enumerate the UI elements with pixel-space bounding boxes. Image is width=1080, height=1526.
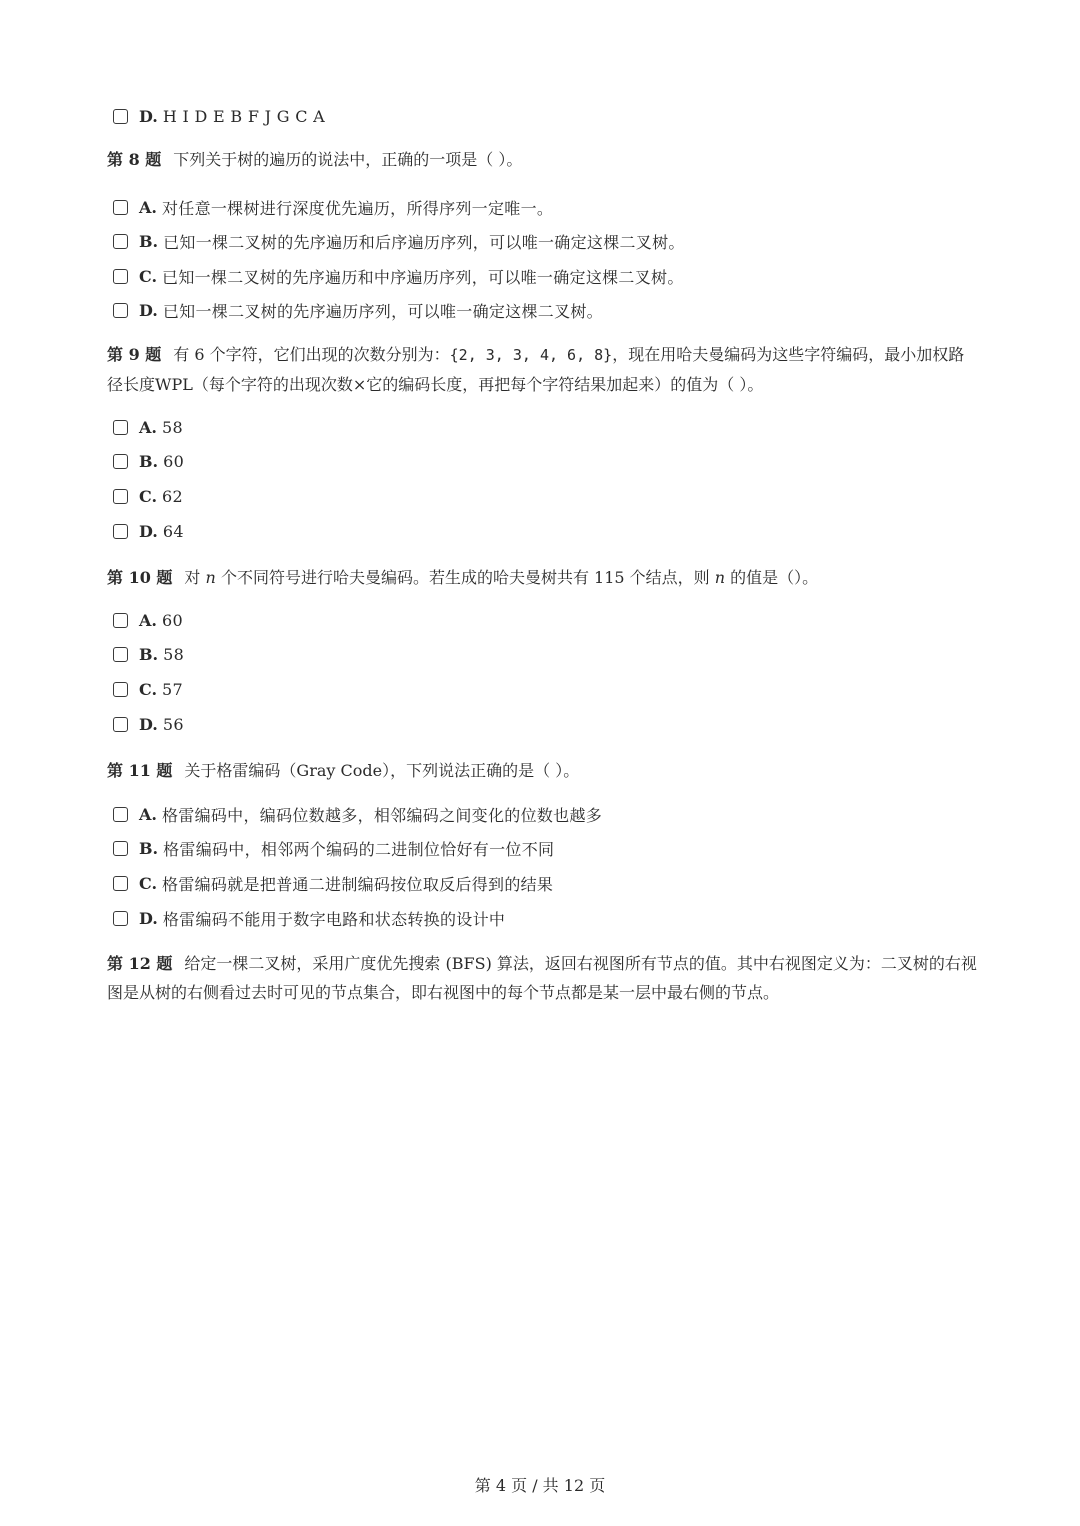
question-10 <box>107 563 977 592</box>
option-letter: B. <box>139 644 159 664</box>
q8-option-c[interactable] <box>113 264 684 288</box>
checkbox[interactable] <box>113 489 128 504</box>
question-text: 关于格雷编码（Gray Code），下列说法正确的是（ ）。 <box>184 761 580 780</box>
option-text: 56 <box>162 714 184 734</box>
checkbox[interactable] <box>113 807 128 822</box>
option-letter: C. <box>139 679 158 699</box>
checkbox[interactable] <box>113 200 128 215</box>
option-letter: B. <box>139 838 159 858</box>
option-text: 60 <box>161 610 183 630</box>
option-letter: C. <box>139 873 158 893</box>
option-text: 58 <box>161 417 183 437</box>
checkbox[interactable] <box>113 911 128 926</box>
option-text: 已知一棵二叉树的先序遍历和中序遍历序列，可以唯一确定这棵二叉树。 <box>162 267 684 287</box>
question-text-1: 对 <box>184 568 201 587</box>
option-letter: A. <box>139 610 157 630</box>
option-letter: B. <box>139 231 159 251</box>
option-text: 格雷编码就是把普通二进制编码按位取反后得到的结果 <box>162 874 554 894</box>
checkbox[interactable] <box>113 841 128 856</box>
checkbox[interactable] <box>113 876 128 891</box>
option-letter: C. <box>139 486 158 506</box>
question-text-3: 的值是（）。 <box>730 568 819 587</box>
q10-option-a[interactable] <box>113 608 183 632</box>
option-letter: A. <box>139 417 157 437</box>
checkbox[interactable] <box>113 454 128 469</box>
question-label: 第 8 题 <box>107 150 162 169</box>
question-12 <box>107 949 977 1007</box>
option-text: 57 <box>162 679 183 699</box>
option-letter: D. <box>139 106 158 126</box>
q9-option-b[interactable] <box>113 449 184 473</box>
variable-n: n <box>714 568 726 587</box>
question-label: 第 9 题 <box>107 345 162 364</box>
option-letter: B. <box>139 451 159 471</box>
q10-option-c[interactable] <box>113 677 183 701</box>
q9-option-a[interactable] <box>113 415 183 439</box>
option-text: 格雷编码中，相邻两个编码的二进制位恰好有一位不同 <box>163 839 555 859</box>
page-number-footer: 第 4 页 / 共 12 页 <box>474 1476 606 1495</box>
q11-option-d[interactable] <box>113 906 505 930</box>
q9-option-d[interactable] <box>113 519 184 543</box>
checkbox[interactable] <box>113 420 128 435</box>
option-text: 58 <box>163 644 185 664</box>
question-9 <box>107 340 977 399</box>
checkbox[interactable] <box>113 647 128 662</box>
question-text: 给定一棵二叉树，采用广度优先搜索 (BFS) 算法，返回右视图所有节点的值。其中右视图定义为：二叉树的右视图是从树的右侧看过去时可见的节点集合，即右视图中的每个节点都是某一层中最右侧的节点。 <box>107 954 977 1002</box>
question-text: 下列关于树的遍历的说法中，正确的一项是（ ）。 <box>173 150 523 169</box>
option-letter: D. <box>139 714 158 734</box>
option-text: 64 <box>162 521 184 541</box>
question-label: 第 12 题 <box>107 954 173 973</box>
q7-option-d[interactable] <box>113 104 325 128</box>
checkbox[interactable] <box>113 524 128 539</box>
question-8 <box>107 145 977 174</box>
q9-option-c[interactable] <box>113 484 183 508</box>
q11-option-a[interactable] <box>113 802 602 826</box>
question-label: 第 11 题 <box>107 761 173 780</box>
option-text: 已知一棵二叉树的先序遍历和后序遍历序列，可以唯一确定这棵二叉树。 <box>163 232 685 252</box>
option-letter: D. <box>139 300 158 320</box>
q8-option-d[interactable] <box>113 298 603 322</box>
question-11 <box>107 756 977 785</box>
q11-option-c[interactable] <box>113 871 553 895</box>
option-text: 60 <box>163 451 185 471</box>
q8-option-b[interactable] <box>113 229 685 253</box>
checkbox[interactable] <box>113 717 128 732</box>
option-text: 格雷编码中，编码位数越多，相邻编码之间变化的位数也越多 <box>161 805 603 825</box>
option-text: H I D E B F J G C A <box>162 106 325 126</box>
q8-option-a[interactable] <box>113 195 553 219</box>
option-text: 62 <box>162 486 183 506</box>
question-text-2: 个不同符号进行哈夫曼编码。若生成的哈夫曼树共有 115 个结点，则 <box>220 568 710 587</box>
number-sequence: {2, 3, 3, 4, 6, 8} <box>449 346 613 364</box>
checkbox[interactable] <box>113 109 128 124</box>
option-letter: A. <box>139 197 157 217</box>
checkbox[interactable] <box>113 303 128 318</box>
question-text: 有 6 个字符，它们出现的次数分别为： <box>173 345 450 364</box>
checkbox[interactable] <box>113 234 128 249</box>
option-letter: D. <box>139 908 158 928</box>
option-letter: A. <box>139 804 157 824</box>
question-text-cont: ，现在用哈夫曼编码为这些字符编码，最小加权路径长度WPL（每个字符的出现次数×它的编码长度，再把每个字符结果加起来）的值为（ ）。 <box>107 345 965 394</box>
q10-option-b[interactable] <box>113 642 184 666</box>
checkbox[interactable] <box>113 269 128 284</box>
option-letter: C. <box>139 266 158 286</box>
variable-n: n <box>205 568 216 587</box>
q11-option-b[interactable] <box>113 836 554 860</box>
option-letter: D. <box>139 521 158 541</box>
option-text: 格雷编码不能用于数字电路和状态转换的设计中 <box>162 909 506 929</box>
question-label: 第 10 题 <box>107 568 173 587</box>
checkbox[interactable] <box>113 682 128 697</box>
q10-option-d[interactable] <box>113 712 184 736</box>
option-text: 对任意一棵树进行深度优先遍历，所得序列一定唯一。 <box>161 198 554 218</box>
option-text: 已知一棵二叉树的先序遍历序列，可以唯一确定这棵二叉树。 <box>162 301 603 321</box>
checkbox[interactable] <box>113 613 128 628</box>
